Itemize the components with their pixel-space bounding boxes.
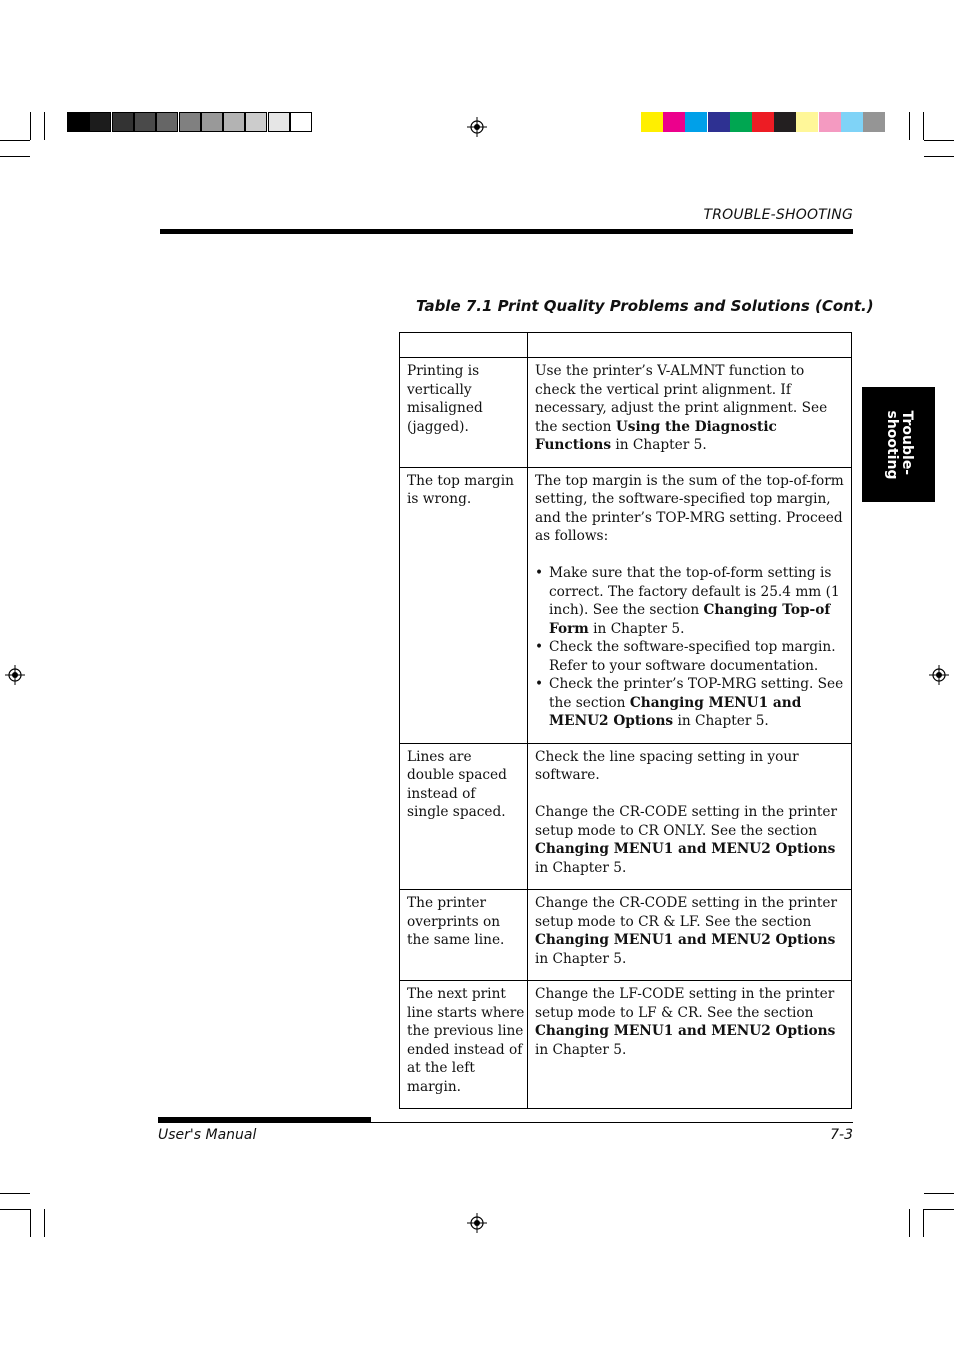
section-reference: Changing MENU1 and MENU2 Options (535, 932, 836, 948)
chapter-tab (862, 387, 935, 502)
registration-mark-icon (467, 117, 487, 137)
table-row (400, 890, 852, 981)
solution-cell (528, 981, 852, 1109)
grayscale-swatch (245, 112, 267, 132)
color-swatch (841, 112, 863, 132)
crop-mark (0, 1209, 30, 1210)
solution-cell (528, 743, 852, 890)
section-reference: Using the Diagnostic Functions (535, 418, 777, 453)
page-number: 7-3 (830, 1127, 853, 1143)
list-item (535, 638, 844, 675)
grayscale-swatch (89, 112, 111, 132)
bullet-text: in Chapter 5. (673, 713, 769, 729)
color-swatch (819, 112, 841, 132)
crop-mark (924, 156, 954, 157)
grayscale-swatch (112, 112, 134, 132)
solution-cell (528, 358, 852, 468)
section-reference: Changing MENU1 and MENU2 Options (535, 1023, 836, 1039)
crop-mark (924, 140, 954, 141)
solution-text (535, 362, 844, 455)
crop-mark (923, 112, 924, 140)
solution-text-run: in Chapter 5. (535, 1041, 627, 1058)
header-cell-problem (400, 333, 528, 358)
running-header: TROUBLE-SHOOTING (703, 207, 853, 223)
color-swatch (641, 112, 663, 132)
crop-mark (44, 112, 45, 140)
solution-intro: The top margin is the sum of the top-of-form setting, the software-specified top margin, and the printer’s TOP-MRG setting. Proceed as follows: (535, 472, 844, 544)
crop-mark (924, 1209, 954, 1210)
grayscale-swatch (201, 112, 223, 132)
crop-mark (30, 112, 31, 140)
solution-text-run: Change the LF-CODE setting in the printer setup mode to LF & CR. See the section (535, 986, 835, 1021)
registration-mark-icon (467, 1213, 487, 1233)
problem-cell: Lines are double spaced instead of single spaced. (400, 743, 528, 890)
registration-mark-icon (929, 665, 949, 685)
color-swatch (774, 112, 796, 132)
color-swatch (796, 112, 818, 132)
footer-title: User's Manual (158, 1127, 257, 1143)
solution-text (535, 985, 844, 1059)
crop-mark (0, 140, 30, 141)
section-reference: Changing MENU1 and MENU2 Options (535, 841, 836, 857)
solution-text: Check the line spacing setting in your software. (535, 748, 799, 783)
section-reference: Changing MENU1 and MENU2 Options (549, 694, 802, 729)
problem-cell: Printing is vertically misaligned (jagged). (400, 358, 528, 468)
problem-cell: The next print line starts where the previous line ended instead of at the left margin. (400, 981, 528, 1109)
solution-text-run: in Chapter 5. (535, 950, 627, 967)
section-reference: Changing Top-of Form (549, 602, 831, 637)
crop-mark (30, 1209, 31, 1237)
bullet-text: in Chapter 5. (588, 620, 685, 637)
grayscale-swatch (156, 112, 178, 132)
table-header-row (400, 333, 852, 358)
crop-mark (909, 1209, 910, 1237)
solution-text-run: in Chapter 5. (535, 859, 627, 876)
solution-text (535, 894, 844, 968)
list-item (535, 564, 844, 638)
grayscale-swatch (134, 112, 156, 132)
header-rule (160, 229, 853, 234)
table-title: Table 7.1 Print Quality Problems and Solutions (Cont.) (416, 297, 874, 315)
list-item (535, 675, 844, 731)
crop-mark (44, 1209, 45, 1237)
color-swatch (708, 112, 730, 132)
color-swatch (752, 112, 774, 132)
table-row (400, 467, 852, 743)
crop-mark (0, 156, 30, 157)
solution-text-run: in Chapter 5. (611, 437, 707, 453)
color-swatch (663, 112, 685, 132)
problem-cell: The printer overprints on the same line. (400, 890, 528, 981)
chapter-tab-label: Trouble- shooting (883, 409, 915, 480)
table-row (400, 743, 852, 890)
problem-cell: The top margin is wrong. (400, 467, 528, 743)
grayscale-swatch (290, 112, 312, 132)
footer-rule (158, 1122, 853, 1123)
registration-mark-icon (5, 665, 25, 685)
solution-cell (528, 890, 852, 981)
crop-mark (923, 1209, 924, 1237)
table-row (400, 358, 852, 468)
table-row (400, 981, 852, 1109)
color-swatch (863, 112, 885, 132)
color-swatch (730, 112, 752, 132)
solution-text (535, 803, 844, 877)
solution-text-run: Change the CR-CODE setting in the printer setup mode to CR & LF. See the section (535, 895, 838, 930)
bullet-text: Check the software-specified top margin. Refer to your software documentation. (549, 639, 836, 674)
header-cell-solution (528, 333, 852, 358)
grayscale-swatch (268, 112, 290, 132)
grayscale-swatch (67, 112, 89, 132)
grayscale-swatch (179, 112, 201, 132)
crop-mark (924, 1193, 954, 1194)
color-swatch (685, 112, 707, 132)
solution-text-run: Use the printer’s V-ALMNT function to check the vertical print alignment. If necessary, adjust the print alignment. See the section (535, 363, 828, 435)
solution-cell (528, 467, 852, 743)
bullet-text: Make sure that the top-of-form setting is correct. The factory default is 25.4 mm (1 inch). See the section (549, 565, 840, 618)
crop-mark (0, 1193, 30, 1194)
bullet-text: Check the printer’s TOP-MRG setting. See the section (549, 676, 844, 711)
solution-bullet-list (535, 564, 844, 731)
solution-text-run: Change the CR-CODE setting in the printer setup mode to CR ONLY. See the section (535, 804, 838, 839)
grayscale-swatch (223, 112, 245, 132)
problems-table (399, 332, 852, 1109)
crop-mark (909, 112, 910, 140)
